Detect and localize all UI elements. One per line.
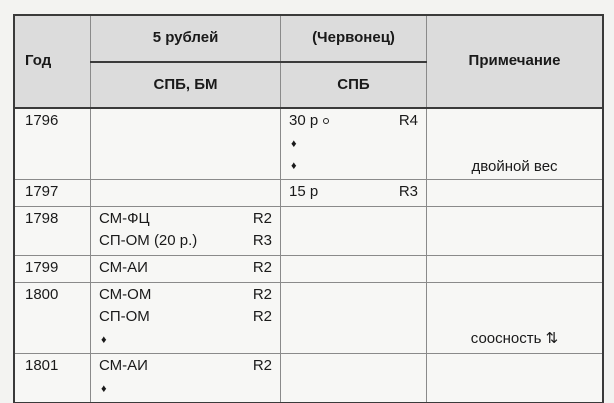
coin-variant: 30 р (289, 111, 329, 133)
coin-variant: СМ-АИ (99, 356, 148, 374)
table-row (15, 206, 603, 255)
table-row (15, 255, 603, 282)
diamond-icon: ♦ (291, 137, 297, 150)
five-rub-cell (91, 206, 281, 255)
five-rub-line (99, 231, 274, 253)
rarity: R2 (252, 356, 272, 374)
five-rub-line (99, 258, 274, 280)
rarity: R4 (398, 111, 418, 129)
five-rub-line (99, 307, 274, 329)
header-note: Примечание (427, 16, 603, 108)
chervonets-line (289, 155, 420, 177)
note-cell (427, 255, 603, 282)
rarity (272, 378, 274, 400)
coin-variant: СП-ОМ (99, 307, 150, 325)
chervonets-cell (281, 255, 427, 282)
rarity: R3 (252, 231, 272, 249)
table-body (15, 108, 603, 403)
year-cell: 1798 (15, 206, 91, 255)
header-year: Год (15, 16, 91, 108)
five-rub-line (99, 329, 274, 351)
diamond-icon: ♦ (291, 159, 297, 172)
chervonets-line (289, 111, 420, 133)
rarity: R2 (252, 285, 272, 303)
five-rub-cell (91, 179, 281, 206)
rarity: R3 (398, 182, 418, 200)
five-rub-cell (91, 255, 281, 282)
chervonets-line (289, 182, 420, 204)
five-rub-line (99, 285, 274, 307)
five-rub-cell (91, 353, 281, 402)
chervonets-cell (281, 282, 427, 353)
year-cell: 1797 (15, 179, 91, 206)
chervonets-line (289, 133, 420, 155)
table-row (15, 282, 603, 353)
note-cell: двойной вес (427, 108, 603, 180)
rarity: R2 (252, 209, 272, 227)
five-rub-cell (91, 282, 281, 353)
year-cell: 1801 (15, 353, 91, 402)
coin-variant: СМ-ОМ (99, 285, 152, 303)
header-five-rub-mint: СПБ, БМ (91, 62, 281, 108)
rarity: R2 (252, 258, 272, 276)
chervonets-cell (281, 179, 427, 206)
table-row (15, 179, 603, 206)
diamond-icon: ♦ (101, 382, 107, 395)
rarity (418, 155, 420, 177)
chervonets-cell (281, 108, 427, 180)
header-five-rub: 5 рублей (91, 16, 281, 62)
five-rub-line (99, 356, 274, 378)
note-cell (427, 179, 603, 206)
year-cell: 1799 (15, 255, 91, 282)
year-cell: 1796 (15, 108, 91, 180)
chervonets-cell (281, 206, 427, 255)
coin-variant: СП-ОМ (20 р.) (99, 231, 198, 249)
note-cell (427, 353, 603, 402)
coin-variant: 15 р (289, 182, 319, 200)
year-cell: 1800 (15, 282, 91, 353)
chervonets-cell (281, 353, 427, 402)
table-row (15, 353, 603, 402)
table-row (15, 108, 603, 180)
header-chervonets-mint: СПБ (281, 62, 427, 108)
note-cell (427, 206, 603, 255)
circle-icon (323, 118, 329, 124)
header-chervonets: (Червонец) (281, 16, 427, 62)
coin-variant: СМ-ФЦ (99, 209, 150, 227)
five-rub-cell (91, 108, 281, 180)
coin-table (14, 15, 603, 403)
diamond-icon: ♦ (101, 333, 107, 346)
five-rub-line (99, 378, 274, 400)
five-rub-line (99, 209, 274, 231)
note-cell: соосность ⇅ (427, 282, 603, 353)
rarity (272, 329, 274, 351)
coin-variant: СМ-АИ (99, 258, 148, 276)
rarity: R2 (252, 307, 272, 325)
rarity (418, 133, 420, 155)
